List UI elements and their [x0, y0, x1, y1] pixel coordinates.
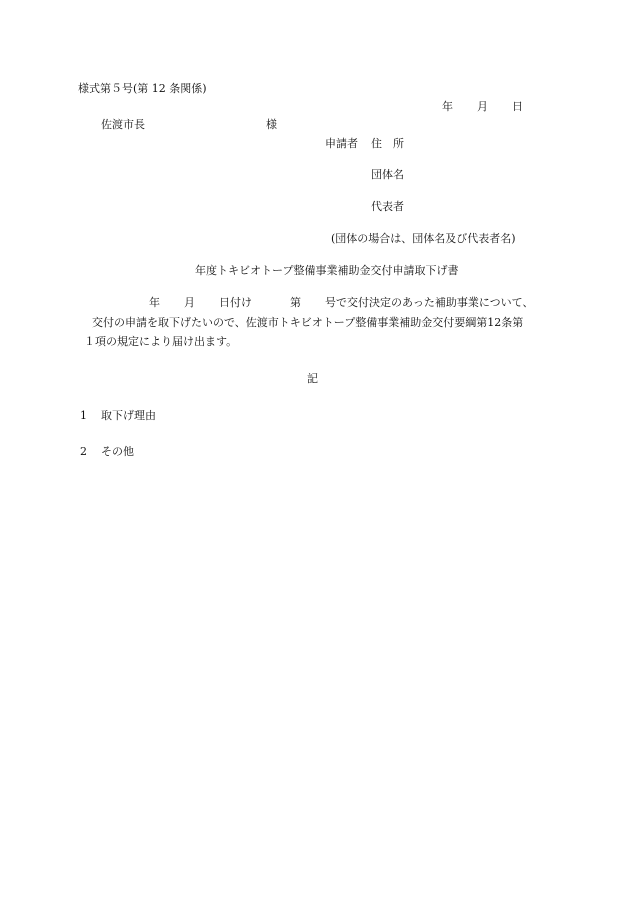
- addressee-honorific: 様: [266, 118, 277, 131]
- applicant-role: 申請者: [325, 137, 358, 150]
- date-year-label: 年: [442, 100, 453, 113]
- applicant-rep-label: 代表者: [371, 200, 404, 213]
- item-2-number: 2: [80, 445, 87, 458]
- form-number: 様式第５号(第 12 条関係): [78, 82, 207, 95]
- body-line1-rest: 号で交付決定のあった補助事業について、: [325, 296, 534, 309]
- applicant-note: (団体の場合は、団体名及び代表者名): [331, 232, 516, 245]
- body-line3: １項の規定により届け出ます。: [84, 335, 238, 348]
- addressee-name: 佐渡市長: [101, 118, 145, 131]
- body-date-suffix: 日付け: [219, 296, 252, 309]
- ki-heading: 記: [307, 372, 318, 385]
- applicant-group-label: 団体名: [371, 168, 404, 181]
- body-number-prefix: 第: [290, 296, 301, 309]
- item-1-number: 1: [80, 409, 87, 422]
- applicant-address-label: 住 所: [371, 137, 404, 150]
- item-2-label: その他: [101, 445, 134, 458]
- date-month-label: 月: [477, 100, 488, 113]
- item-1-label: 取下げ理由: [101, 409, 156, 422]
- body-year-label: 年: [149, 296, 160, 309]
- body-month-label: 月: [184, 296, 195, 309]
- body-line2: 交付の申請を取下げたいので、佐渡市トキビオトープ整備事業補助金交付要綱第12条第: [92, 316, 524, 329]
- date-day-label: 日: [512, 100, 523, 113]
- document-title: 年度トキビオトープ整備事業補助金交付申請取下げ書: [195, 264, 459, 277]
